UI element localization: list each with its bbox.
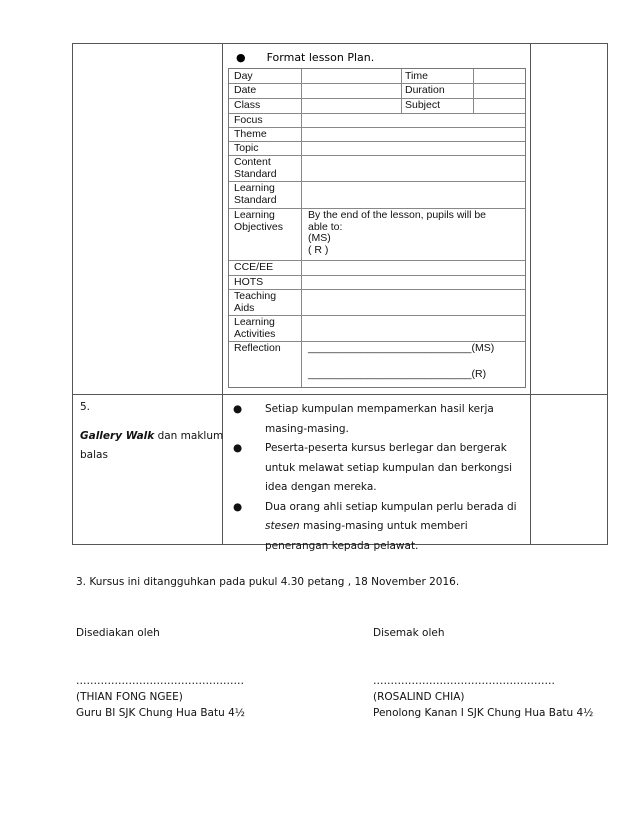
signature-block-left	[76, 627, 245, 719]
signatory-name: (THIAN FONG NGEE)	[76, 691, 183, 703]
outer-table-col-divider-2	[530, 43, 531, 544]
checked-by-label: Disemak oleh	[373, 627, 445, 639]
signature-dots: …………………………………………	[76, 675, 244, 687]
lp-objectives-text: By the end of the lesson, pupils will be able to: (MS) ( R )	[308, 209, 487, 256]
outer-table-left-border	[72, 43, 73, 544]
lp-teaching-aids-label: Teaching Aids	[234, 290, 277, 314]
signatory-name: (ROSALIND CHIA)	[373, 691, 465, 703]
lp-row-line	[229, 83, 525, 84]
lp-duration-label: Duration	[405, 84, 445, 96]
lesson-plan-table	[228, 68, 526, 388]
lp-row-line	[229, 275, 525, 276]
lp-reflection-line-r: ____________________________(R)	[308, 368, 487, 380]
signatory-position: Penolong Kanan I SJK Chung Hua Batu 4½	[373, 707, 594, 719]
outer-table-top-border	[72, 43, 608, 44]
lp-content-standard-label: Content Standard	[234, 156, 277, 180]
lp-col-divider-top-mid	[401, 69, 402, 113]
closing-statement: 3. Kursus ini ditangguhkan pada pukul 4.30 petang , 18 November 2016.	[76, 576, 460, 588]
signature-block-right	[373, 627, 593, 719]
lp-row-line	[229, 98, 525, 99]
lp-topic-label: Topic	[234, 142, 259, 154]
lp-row-line	[229, 113, 525, 114]
activity-bullet-item: ● Dua orang ahli setiap kumpulan perlu berada di stesen masing-masing untuk memberi penerangan kepada pelawat.	[233, 498, 517, 557]
lp-cce-label: CCE/EE	[234, 261, 274, 273]
lp-reflection-label: Reflection	[234, 342, 281, 354]
outer-table-col-divider-1	[222, 43, 223, 544]
lp-day-label: Day	[234, 70, 253, 82]
activity-bullet-item: ● Peserta-peserta kursus berlegar dan bergerak untuk melawat setiap kumpulan dan berkongsi idea dengan mereka.	[233, 439, 517, 498]
signature-dots: …………………………………………….	[373, 675, 555, 687]
bullet-icon: ●	[233, 500, 243, 513]
activity-title: Gallery Walk dan maklum balas	[80, 430, 224, 461]
lesson-plan-heading: ● Format lesson Plan.	[236, 51, 375, 64]
lp-time-label: Time	[405, 70, 428, 82]
lp-row-line	[229, 127, 525, 128]
bullet-icon: ●	[236, 51, 246, 64]
lp-hots-label: HOTS	[234, 276, 264, 288]
lp-subject-label: Subject	[405, 99, 441, 111]
signatory-position: Guru BI SJK Chung Hua Batu 4½	[76, 707, 245, 719]
activity-number: 5.	[80, 401, 91, 413]
outer-table-right-border	[607, 43, 608, 544]
lp-learning-objectives-label: Learning Objectives	[234, 209, 284, 233]
lp-reflection-line-ms: ____________________________(MS)	[308, 342, 495, 354]
lp-row-line	[229, 260, 525, 261]
outer-table-row-divider	[72, 394, 608, 395]
lp-col-divider-main	[301, 69, 302, 387]
lp-row-line	[229, 155, 525, 156]
lp-learning-standard-label: Learning Standard	[234, 182, 277, 206]
lp-focus-label: Focus	[234, 114, 263, 126]
lp-learning-activities-label: Learning Activities	[234, 316, 276, 340]
activity-bullets	[233, 400, 517, 556]
lp-row-line	[229, 141, 525, 142]
bullet-icon: ●	[233, 442, 243, 454]
lp-date-label: Date	[234, 84, 257, 96]
lp-theme-label: Theme	[234, 128, 267, 140]
bullet-icon: ●	[233, 403, 243, 415]
lp-col-divider-top-right	[473, 69, 474, 113]
lp-class-label: Class	[234, 99, 261, 111]
prepared-by-label: Disediakan oleh	[76, 627, 160, 639]
activity-bullet-item: ● Setiap kumpulan mempamerkan hasil kerja masing-masing.	[233, 400, 517, 439]
